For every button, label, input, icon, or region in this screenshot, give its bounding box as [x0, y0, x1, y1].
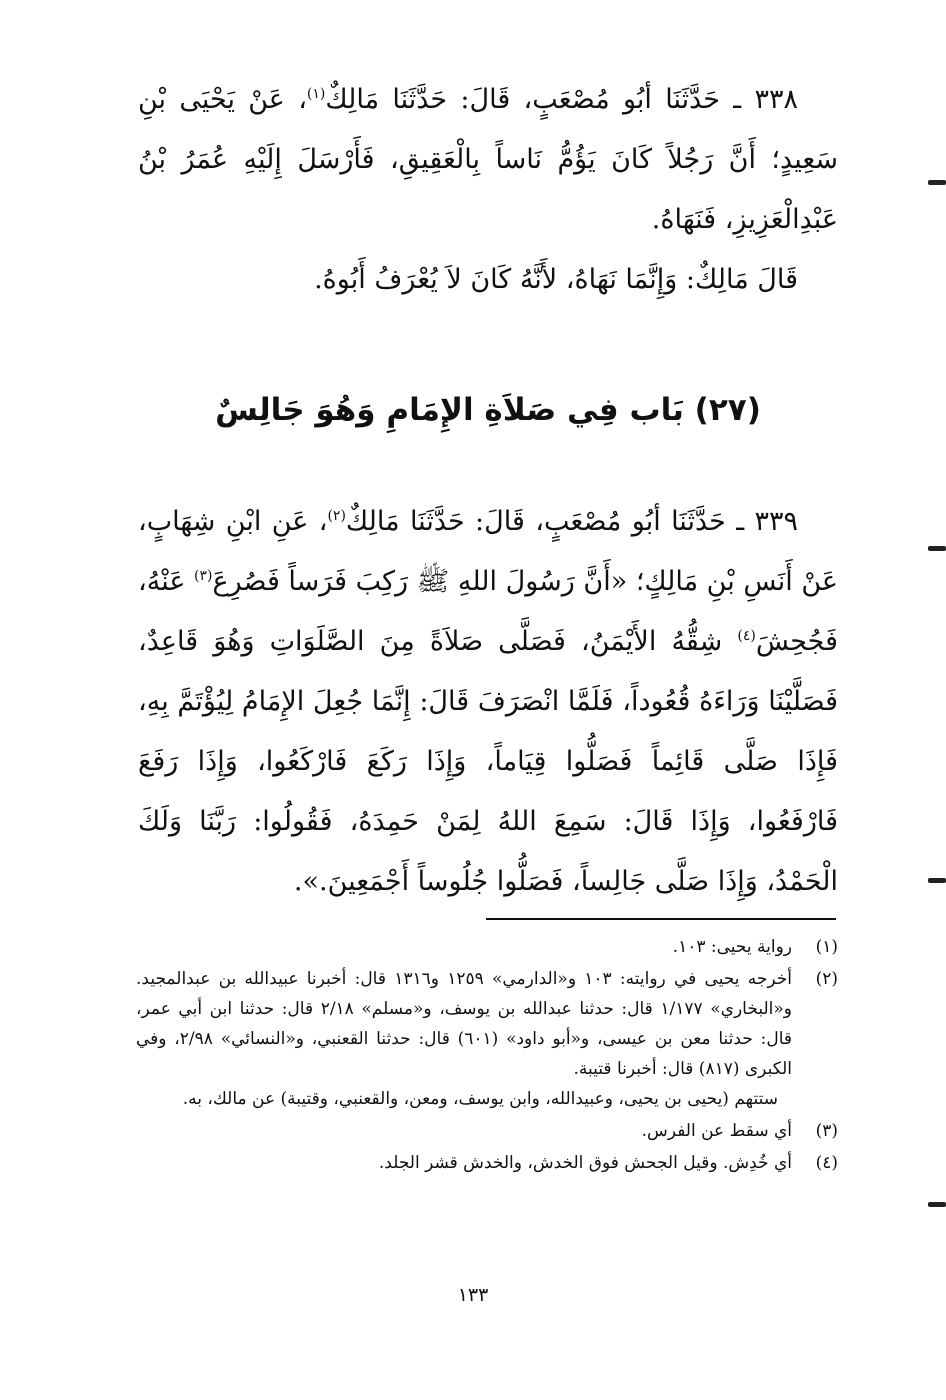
footnote-number: (١): [815, 937, 838, 957]
footnote-number: (٤): [815, 1153, 838, 1173]
hadith-339-seg1: ـ حَدَّثَنَا أبُو مُصْعَبٍ، قَالَ: حَدَّثَنَا مَالِكٌ: [345, 506, 745, 537]
footnote-ref-2[interactable]: (٢): [327, 508, 346, 524]
footnote-divider: [486, 918, 836, 920]
footnote-body: [136, 932, 792, 962]
malik-comment: قَالَ مَالِكٌ: وَإِنَّمَا نَهَاهُ، لأَنَّهُ كَانَ لاَ يُعْرَفُ أَبُوهُ.: [314, 264, 798, 295]
scan-edge-mark: [928, 180, 946, 185]
footnote-1: [136, 932, 838, 962]
hadith-338: [138, 70, 838, 310]
chapter-heading: (٢٧) بَاب فِي صَلاَةِ الإِمَامِ وَهُوَ جَالِسٌ: [215, 392, 761, 428]
hadith-338-number: ٣٣٨: [754, 84, 798, 115]
footnote-body: [136, 1116, 792, 1146]
hadith-338-rest: ، عَنْ يَحْيَى بْنِ سَعِيدٍ؛ أَنَّ رَجُلاً كَانَ يَؤُمُّ نَاساً بِالْعَقِيقِ، فَأَرْسَلَ إِلَيْهِ عُمَرُ بْنُ عَبْدِالْعَزِيزِ، فَنَهَاهُ.: [138, 84, 838, 235]
footnote-line: أخرجه يحيى في روايته: ١٠٣ و«الدارمي» ١٢٥٩ و١٣١٦ قال: أخبرنا عبيدالله بن عبدالمجيد. و«البخاري» ١/١٧٧ قال: حدثنا عبدالله بن يوسف، و«مسلم» ٢/١٨ قال: حدثنا ابن أبي عمر، قال: حدثنا معن بن عيسى، و«أبو داود» (٦٠١) قال: حدثنا القعنبي، و«النسائي» ٢/٩٨، وفي الكبرى (٨١٧) قال: أخبرنا قتيبة.: [136, 969, 793, 1079]
page-number: ١٣٣: [457, 1284, 489, 1306]
footnote-line: أي سقط عن الفرس.: [641, 1121, 792, 1141]
footnote-number: (٢): [815, 969, 838, 989]
footnote-ref-3[interactable]: (٣): [194, 568, 213, 584]
footnote-line: أي خُدِش. وقيل الجحش فوق الخدش، والخدش قشر الجلد.: [378, 1153, 792, 1173]
hadith-338-text: [138, 70, 838, 250]
footnote-body: [136, 964, 792, 1114]
footnote-3: [136, 1116, 838, 1146]
footnote-line: رواية يحيى: ١٠٣.: [672, 937, 792, 957]
scan-edge-mark: [928, 1202, 946, 1207]
hadith-339-seg2: ، عَنِ ابْنِ شِهَابٍ، عَنْ أَنَسِ بْنِ مَالِكٍ؛ «أَنَّ رَسُولَ اللهِ ﷺ رَكِبَ فَرَساً فَصُرِعَ: [138, 506, 838, 597]
footnote-line: ستتهم (يحيى بن يحيى، وعبيدالله، وابن يوسف، ومعن، والقعنبي، وقتيبة) عن مالك، به.: [182, 1089, 778, 1109]
footnotes: [136, 932, 838, 1180]
footnote-4: [136, 1148, 838, 1178]
hadith-338-opening: ـ حَدَّثَنَا أبُو مُصْعَبٍ، قَالَ: حَدَّثَنَا مَالِكٌ: [325, 84, 742, 115]
footnote-ref-4[interactable]: (٤): [737, 628, 756, 644]
hadith-339-seg3: عَنْهُ، فَجُحِشَ: [138, 566, 838, 657]
hadith-339: [138, 492, 838, 912]
hadith-339-number: ٣٣٩: [754, 506, 798, 537]
footnote-body: [136, 1148, 792, 1178]
scan-edge-mark: [928, 546, 946, 551]
hadith-339-seg4: شِقُّهُ الأَيْمَنُ، فَصَلَّى صَلاَةً مِنَ الصَّلَوَاتِ وَهُوَ قَاعِدٌ، فَصَلَّيْنَا وَرَاءَهُ قُعُوداً، فَلَمَّا انْصَرَفَ قَالَ: إِنَّمَا جُعِلَ الإِمَامُ لِيُؤْتَمَّ بِهِ، فَإِذَا صَلَّى قَائِماً فَصَلُّوا قِيَاماً، وَإِذَا رَكَعَ فَارْكَعُوا، وَإِذَا رَفَعَ فَارْفَعُوا، وَإِذَا قَالَ: سَمِعَ اللهُ لِمَنْ حَمِدَهُ، فَقُولُوا: رَبَّنَا وَلَكَ الْحَمْدُ، وَإِذَا صَلَّى جَالِساً، فَصَلُّوا جُلُوساً أَجْمَعِينَ.».: [138, 626, 838, 897]
footnote-number: (٣): [815, 1121, 838, 1141]
footnote-ref-1[interactable]: (١): [306, 86, 326, 102]
hadith-339-text: [138, 492, 838, 912]
scan-edge-mark: [928, 878, 946, 883]
footnote-2: [136, 964, 838, 1114]
